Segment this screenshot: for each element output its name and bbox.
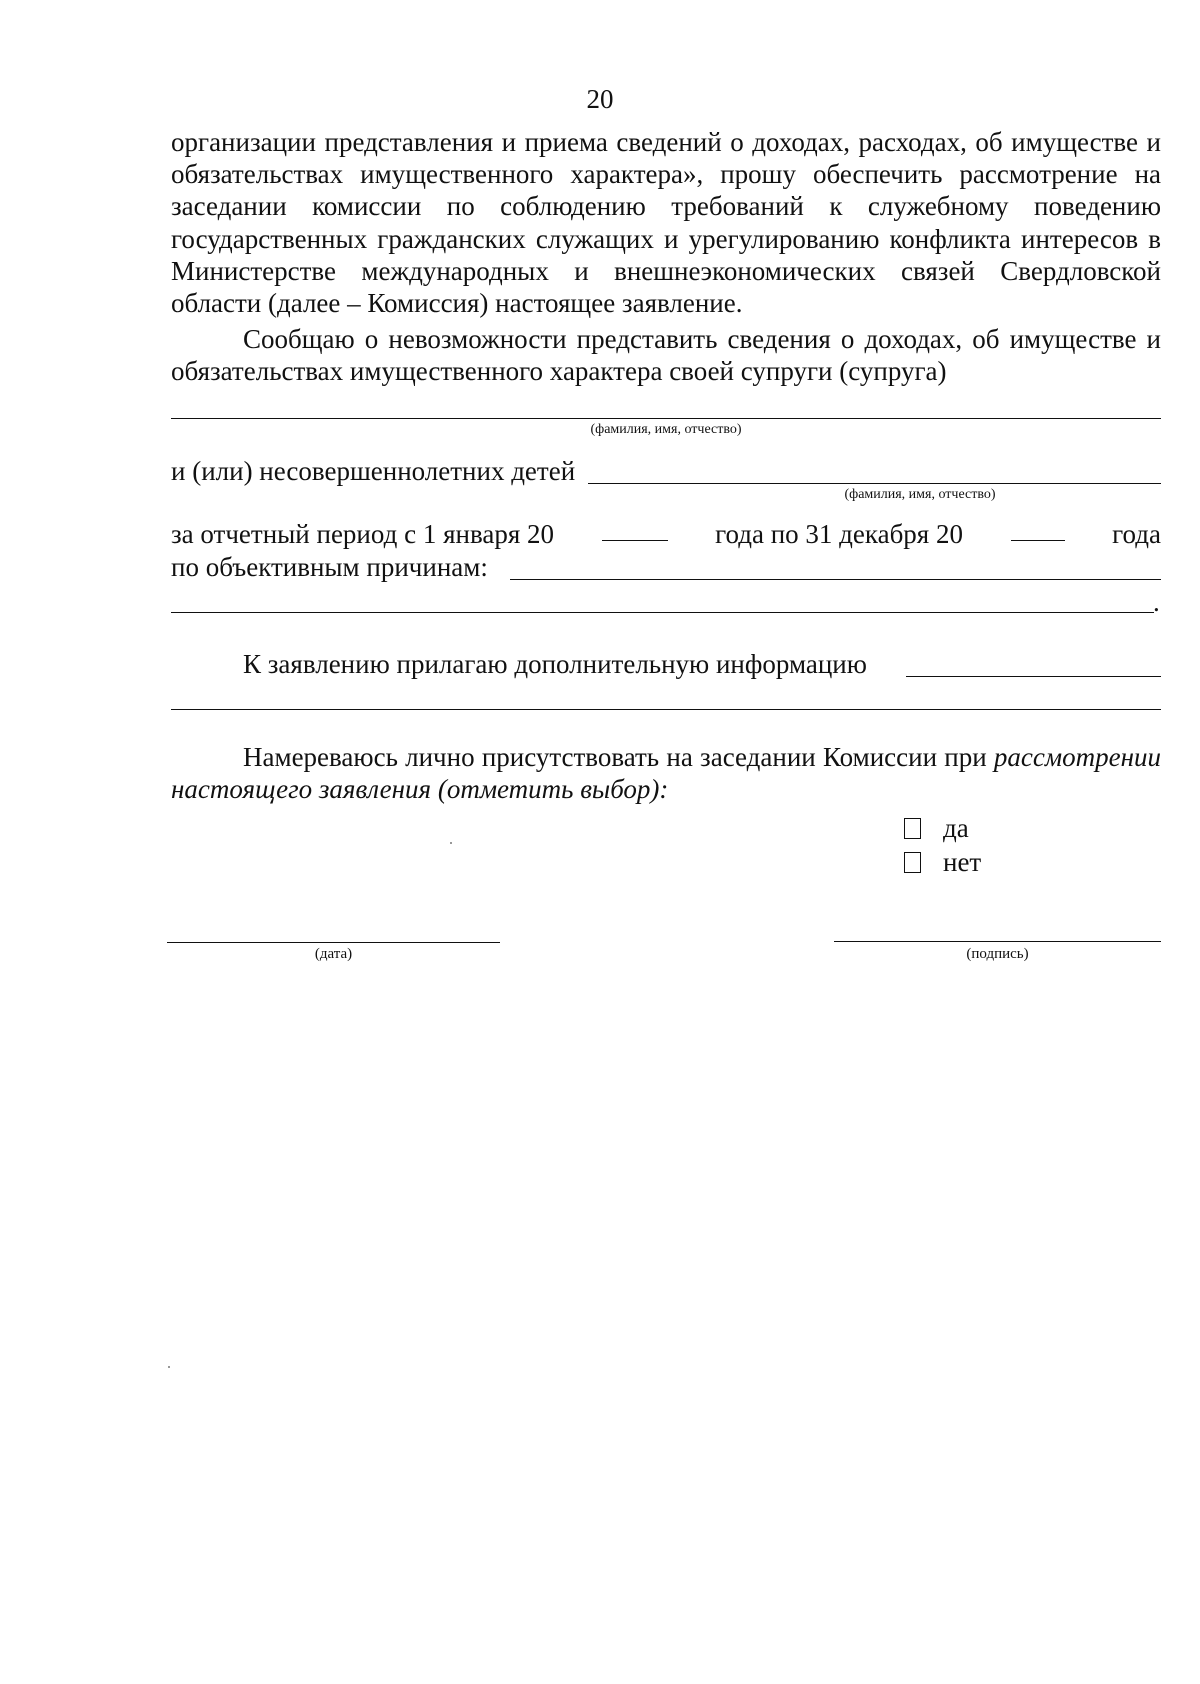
- spouse-name-caption: (фамилия, имя, отчество): [590, 422, 742, 437]
- attachment-label: К заявлению прилагаю дополнительную информацию: [243, 649, 867, 679]
- reasons-line-2[interactable]: [171, 612, 1154, 613]
- start-year-field[interactable]: [602, 518, 668, 541]
- date-caption: (дата): [314, 946, 353, 962]
- reasons-line-1[interactable]: [510, 579, 1161, 580]
- children-name-line[interactable]: [588, 483, 1161, 484]
- paragraph-request: организации представления и приема сведений о доходах, расходах, об имуществе и обязательствах имущественного характера», прошу обеспечить рассмотрение на заседании комиссии по соблюдению требований к служебному поведению государственных гражданских служащих и урегулированию конфликта интересов в Министерстве международных и внешнеэкономических связей Свердловской области (далее – Комиссия) настоящее заявление.: [171, 127, 1161, 319]
- paragraph-statement: Сообщаю о невозможности представить сведения о доходах, об имуществе и обязательствах имущественного характера своей супруги (супруга): [171, 324, 1161, 387]
- attendance-text: Намереваюсь лично присутствовать на заседании Комиссии при: [243, 742, 987, 772]
- signature-caption: (подпись): [966, 946, 1029, 962]
- reasons-end-mark: .: [1153, 587, 1160, 617]
- children-name-caption: (фамилия, имя, отчество): [844, 487, 996, 502]
- option-yes[interactable]: [904, 812, 969, 844]
- reasons-label: по объективным причинам:: [171, 552, 488, 582]
- page-number: 20: [586, 84, 614, 114]
- period-end-label: года: [1112, 519, 1161, 549]
- reporting-period-line: [171, 518, 1161, 550]
- date-line[interactable]: [167, 942, 500, 943]
- attachment-line-1[interactable]: [906, 676, 1161, 677]
- option-yes-label: да: [943, 813, 969, 843]
- checkbox-yes[interactable]: [904, 818, 921, 839]
- attendance-text-italic: рассмотрении настоящего заявления (отметить выбор):: [171, 742, 1161, 804]
- attachment-line-2[interactable]: [171, 709, 1161, 710]
- checkbox-no[interactable]: [904, 852, 921, 873]
- children-label: и (или) несовершеннолетних детей: [171, 456, 576, 486]
- scan-speck: [450, 842, 452, 844]
- period-start-label: за отчетный период с 1 января 20: [171, 519, 554, 549]
- attendance-paragraph: [171, 741, 1161, 805]
- signature-line[interactable]: [834, 941, 1161, 942]
- period-middle-label: года по 31 декабря 20: [715, 519, 963, 549]
- option-no[interactable]: [904, 846, 981, 878]
- spouse-name-line[interactable]: [171, 418, 1161, 419]
- scan-speck: [168, 1366, 170, 1368]
- end-year-field[interactable]: [1011, 518, 1065, 541]
- option-no-label: нет: [943, 847, 982, 877]
